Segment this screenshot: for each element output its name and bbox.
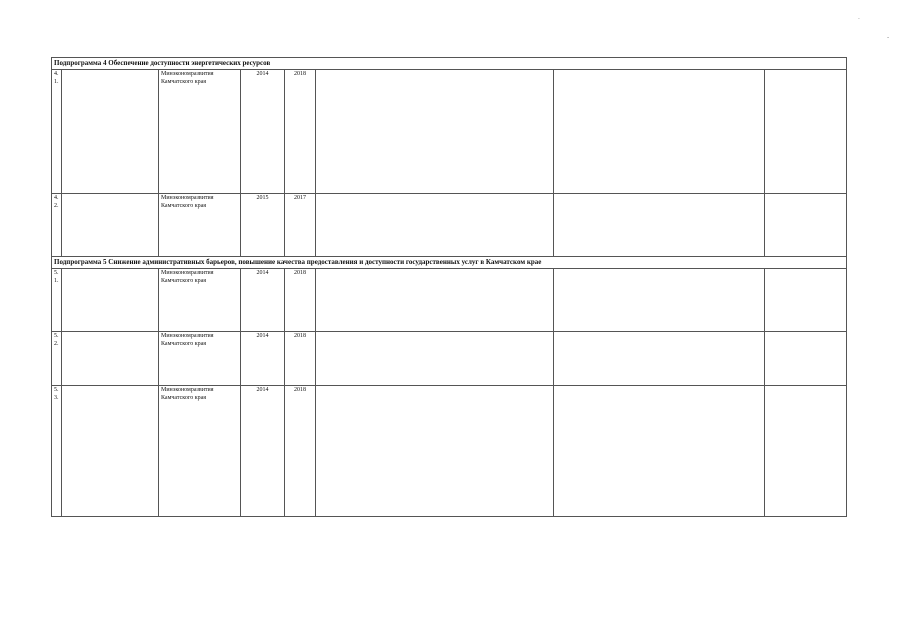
executor: Минэкономразвития Камчатского края xyxy=(159,194,241,257)
table-row xyxy=(52,70,847,194)
row-number: 4.1. xyxy=(52,70,62,194)
expected-result xyxy=(316,70,554,194)
section-row xyxy=(52,257,847,269)
expected-result xyxy=(316,269,554,332)
executor: Минэкономразвития Камчатского края xyxy=(159,386,241,517)
non-implementation-consequence xyxy=(554,194,765,257)
non-implementation-consequence xyxy=(554,269,765,332)
measure-name xyxy=(62,332,159,386)
end-year: 2018 xyxy=(285,70,316,194)
start-year: 2014 xyxy=(241,386,285,517)
measure-name xyxy=(62,194,159,257)
row-number: 5.1. xyxy=(52,269,62,332)
section-row xyxy=(52,58,847,70)
subprogram-4-title: Подпрограмма 4 Обеспечение доступности энергетических ресурсов xyxy=(52,58,847,70)
start-year: 2014 xyxy=(241,70,285,194)
expected-result xyxy=(316,332,554,386)
indicator-link xyxy=(765,269,847,332)
non-implementation-consequence xyxy=(554,332,765,386)
measure-name xyxy=(62,269,159,332)
row-number: 4.2. xyxy=(52,194,62,257)
table-row xyxy=(52,194,847,257)
table-row xyxy=(52,332,847,386)
end-year: 2018 xyxy=(285,332,316,386)
measure-name xyxy=(62,70,159,194)
expected-result xyxy=(316,194,554,257)
row-number: 5.3. xyxy=(52,386,62,517)
end-year: 2017 xyxy=(285,194,316,257)
start-year: 2014 xyxy=(241,269,285,332)
margin-mark-right: - xyxy=(887,34,890,41)
non-implementation-consequence xyxy=(554,386,765,517)
indicator-link xyxy=(765,194,847,257)
end-year: 2018 xyxy=(285,386,316,517)
table-row xyxy=(52,269,847,332)
indicator-link xyxy=(765,70,847,194)
start-year: 2015 xyxy=(241,194,285,257)
executor: Минэкономразвития Камчатского края xyxy=(159,70,241,194)
program-table xyxy=(51,57,847,517)
executor: Минэкономразвития Камчатского края xyxy=(159,269,241,332)
end-year: 2018 xyxy=(285,269,316,332)
indicator-link xyxy=(765,332,847,386)
measure-name xyxy=(62,386,159,517)
non-implementation-consequence xyxy=(554,70,765,194)
margin-mark-top: . xyxy=(858,14,860,21)
table-row xyxy=(52,386,847,517)
expected-result xyxy=(316,386,554,517)
start-year: 2014 xyxy=(241,332,285,386)
indicator-link xyxy=(765,386,847,517)
row-number: 5.2. xyxy=(52,332,62,386)
executor: Минэкономразвития Камчатского края xyxy=(159,332,241,386)
subprogram-5-title: Подпрограмма 5 Снижение административных барьеров, повышение качества предоставления и доступности государственных услуг в Камчатском крае xyxy=(52,257,847,269)
